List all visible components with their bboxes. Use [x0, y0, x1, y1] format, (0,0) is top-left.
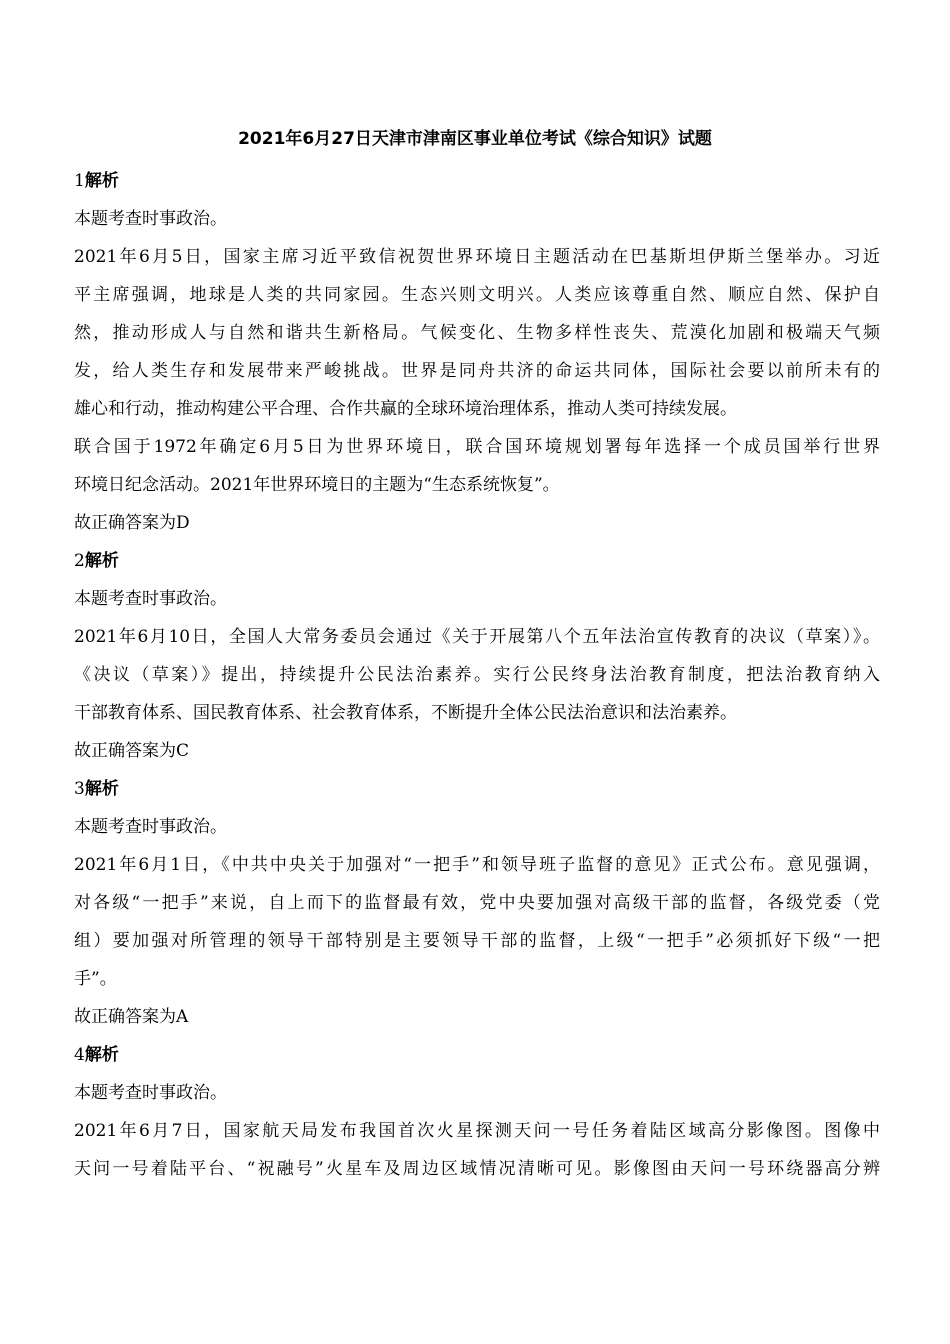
answer-line: 故正确答案为D: [74, 513, 190, 533]
text-line: 干部教育体系、国民教育体系、社会教育体系，不断提升全体公民法治意识和法治素养。: [74, 703, 737, 723]
text-line: 《决议（草案）》提出，持续提升公民法治素养。实行公民终身法治教育制度，把法治教育纳入: [74, 665, 880, 685]
topic-line: 本题考查时事政治。: [74, 817, 227, 837]
text-line: 手”。: [74, 969, 117, 989]
text-line: 2021年6月10日，全国人大常务委员会通过《关于开展第八个五年法治宣传教育的决议（草案）》。: [74, 627, 880, 647]
section-heading: [74, 1036, 880, 1074]
section-number: 3: [74, 779, 85, 799]
topic-line: 本题考查时事政治。: [74, 589, 227, 609]
document-title: 2021年6月27日天津市津南区事业单位考试《综合知识》试题: [238, 129, 712, 149]
document-body: [74, 162, 880, 1188]
section-number: 1: [74, 171, 85, 191]
text-line: 组）要加强对所管理的领导干部特别是主要领导干部的监督，上级“一把手”必须抓好下级“一把: [74, 931, 880, 951]
section-3: [74, 770, 880, 1036]
section-heading-label: 解析: [84, 779, 119, 799]
text-line: 环境日纪念活动。2021年世界环境日的主题为“生态系统恢复”。: [74, 475, 560, 495]
section-number: 2: [74, 551, 85, 571]
text-line: 对各级“一把手”来说，自上而下的监督最有效，党中央要加强对高级干部的监督，各级党委（党: [74, 893, 880, 913]
section-1: [74, 162, 880, 542]
section-heading: [74, 542, 880, 580]
section-4: [74, 1036, 880, 1188]
text-line: 2021年6月7日，国家航天局发布我国首次火星探测天问一号任务着陆区域高分影像图。图像中: [74, 1121, 880, 1141]
section-heading-label: 解析: [84, 171, 119, 191]
text-line: 联合国于1972年确定6月5日为世界环境日，联合国环境规划署每年选择一个成员国举行世界: [74, 437, 880, 457]
text-line: 发，给人类生存和发展带来严峻挑战。世界是同舟共济的命运共同体，国际社会要以前所未有的: [74, 361, 880, 381]
answer-line: 故正确答案为A: [74, 1007, 189, 1027]
section-heading: [74, 770, 880, 808]
section-heading-label: 解析: [84, 551, 119, 571]
topic-line: 本题考查时事政治。: [74, 209, 227, 229]
section-heading: [74, 162, 880, 200]
section-number: 4: [74, 1045, 85, 1065]
text-line: 平主席强调，地球是人类的共同家园。生态兴则文明兴。人类应该尊重自然、顺应自然、保护自: [74, 285, 880, 305]
text-line: 然，推动形成人与自然和谐共生新格局。气候变化、生物多样性丧失、荒漠化加剧和极端天气频: [74, 323, 880, 343]
section-heading-label: 解析: [84, 1045, 119, 1065]
text-line: 2021年6月1日，《中共中央关于加强对“一把手”和领导班子监督的意见》正式公布。意见强调，: [74, 855, 880, 875]
section-2: [74, 542, 880, 770]
answer-line: 故正确答案为C: [74, 741, 190, 761]
topic-line: 本题考查时事政治。: [74, 1083, 227, 1103]
text-line: 雄心和行动，推动构建公平合理、合作共赢的全球环境治理体系，推动人类可持续发展。: [74, 399, 737, 419]
text-line: 2021年6月5日，国家主席习近平致信祝贺世界环境日主题活动在巴基斯坦伊斯兰堡举办。习近: [74, 247, 880, 267]
text-line: 天问一号着陆平台、“祝融号”火星车及周边区域情况清晰可见。影像图由天问一号环绕器高分辨: [74, 1159, 880, 1179]
